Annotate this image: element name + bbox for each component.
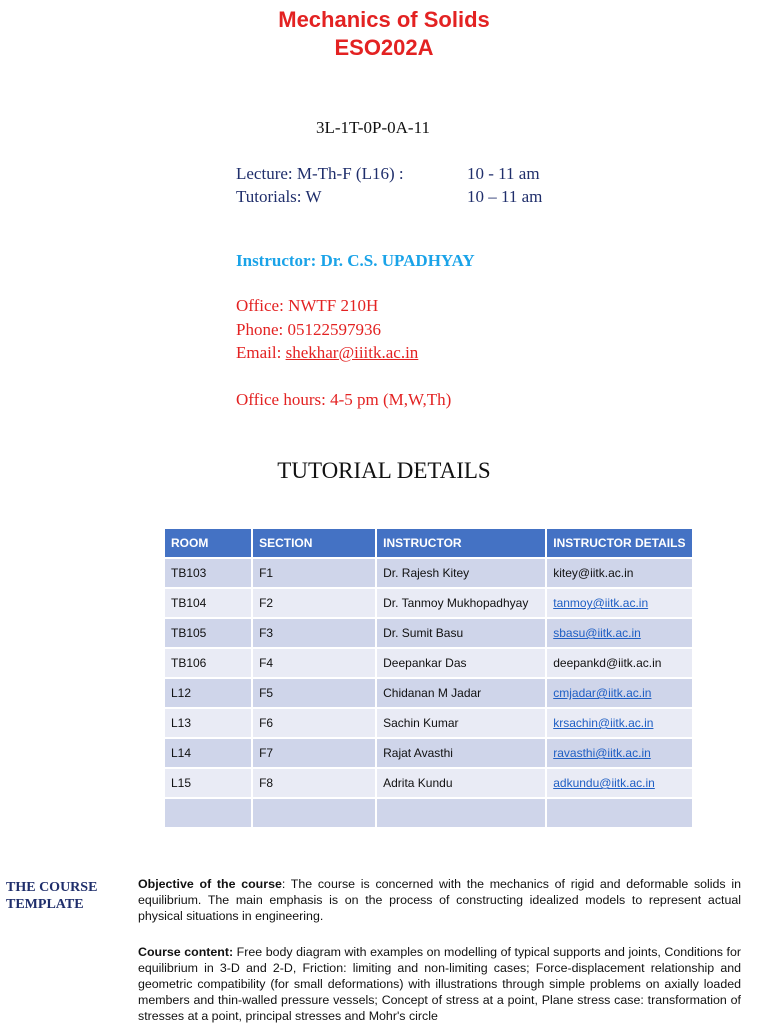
objective-label: Objective of the course [138, 877, 282, 891]
cell-section: F1 [253, 559, 375, 589]
cell-instructor: Sachin Kumar [377, 709, 545, 739]
cell-section: F2 [253, 589, 375, 619]
cell-email [547, 769, 692, 799]
email-link[interactable]: sbasu@iitk.ac.in [553, 626, 641, 640]
cell-room: TB106 [165, 649, 251, 679]
course-content-paragraph [138, 944, 741, 1024]
cell-room: L13 [165, 709, 251, 739]
email-link[interactable]: ravasthi@iitk.ac.in [553, 746, 651, 760]
lecture-label: Lecture: M-Th-F (L16) : [236, 164, 404, 183]
table-row [165, 709, 692, 739]
cell-room: TB104 [165, 589, 251, 619]
tutorial-time: 10 – 11 am [467, 187, 543, 206]
course-title: Mechanics of Solids [278, 7, 490, 32]
cell-instructor [377, 799, 545, 829]
cell-email [547, 619, 692, 649]
email-link[interactable]: tanmoy@iitk.ac.in [553, 596, 649, 610]
cell-instructor: Adrita Kundu [377, 769, 545, 799]
cell-email [547, 739, 692, 769]
table-row [165, 739, 692, 769]
table-row [165, 589, 692, 619]
cell-section: F4 [253, 649, 375, 679]
table-row [165, 559, 692, 589]
cell-room: L12 [165, 679, 251, 709]
office-location: Office: NWTF 210H [236, 296, 379, 315]
column-header-section: SECTION [253, 529, 375, 559]
cell-section [253, 799, 375, 829]
cell-instructor: Dr. Sumit Basu [377, 619, 545, 649]
email-link[interactable]: cmjadar@iitk.ac.in [553, 686, 652, 700]
cell-room: TB103 [165, 559, 251, 589]
cell-email: deepankd@iitk.ac.in [547, 649, 692, 679]
email-link[interactable]: krsachin@iitk.ac.in [553, 716, 654, 730]
cell-room [165, 799, 251, 829]
cell-section: F8 [253, 769, 375, 799]
email-line [236, 343, 418, 363]
cell-section: F7 [253, 739, 375, 769]
phone-number: Phone: 05122597936 [236, 320, 381, 339]
cell-instructor: Deepankar Das [377, 649, 545, 679]
course-content-label: Course content: [138, 945, 234, 959]
cell-room: L14 [165, 739, 251, 769]
column-header-instructor-details: INSTRUCTOR DETAILS [547, 529, 692, 559]
tutorial-label: Tutorials: W [236, 187, 322, 206]
cell-instructor: Dr. Rajesh Kitey [377, 559, 545, 589]
cell-email [547, 799, 692, 829]
objective-paragraph [138, 876, 741, 924]
office-hours: Office hours: 4-5 pm (M,W,Th) [236, 390, 452, 409]
tutorial-table-body [165, 559, 692, 829]
email-link[interactable]: adkundu@iitk.ac.in [553, 776, 655, 790]
instructor-email-link[interactable]: shekhar@iiitk.ac.in [285, 343, 419, 362]
cell-email [547, 709, 692, 739]
column-header-room: ROOM [165, 529, 251, 559]
cell-room: L15 [165, 769, 251, 799]
cell-section: F6 [253, 709, 375, 739]
cell-section: F5 [253, 679, 375, 709]
course-content-text: Free body diagram with examples on modelling of typical supports and joints, Conditions for equilibrium in 3-D and 2-D, Friction: limiting and non-limiting cases; Force-displacement relationship and geometric compatibility (for small deformations) with illustrations through simple problems on axially loaded members and thin-walled pressure vessels; Concept of stress at a point, Plane stress case: transformation of stresses at a point, principal stresses and Mohr's circle [138, 945, 742, 1023]
cell-section: F3 [253, 619, 375, 649]
credit-structure: 3L-1T-0P-0A-11 [316, 118, 430, 137]
table-row [165, 619, 692, 649]
course-template-label: THE COURSE TEMPLATE [6, 880, 98, 912]
cell-room: TB105 [165, 619, 251, 649]
lecture-schedule [236, 164, 540, 184]
cell-instructor: Rajat Avasthi [377, 739, 545, 769]
cell-email [547, 679, 692, 709]
tutorial-heading: TUTORIAL DETAILS [277, 458, 491, 483]
cell-instructor: Dr. Tanmoy Mukhopadhyay [377, 589, 545, 619]
cell-email: kitey@iitk.ac.in [547, 559, 692, 589]
table-row [165, 799, 692, 829]
objective-text: : The course is concerned with the mechanics of rigid and deformable solids in equilibrium. The main emphasis is on the process of constructing idealized models to represent actual physical situations in engineering. [138, 877, 741, 923]
table-row [165, 649, 692, 679]
column-header-instructor: INSTRUCTOR [377, 529, 545, 559]
course-code: ESO202A [334, 35, 434, 60]
instructor-name: Instructor: Dr. C.S. UPADHYAY [236, 251, 475, 270]
tutorial-table [163, 529, 694, 829]
table-header-row [165, 529, 692, 559]
table-row [165, 679, 692, 709]
email-label: Email: [236, 343, 286, 362]
cell-instructor: Chidanan M Jadar [377, 679, 545, 709]
tutorial-schedule [236, 187, 543, 207]
lecture-time: 10 - 11 am [467, 164, 540, 183]
table-row [165, 769, 692, 799]
cell-email [547, 589, 692, 619]
